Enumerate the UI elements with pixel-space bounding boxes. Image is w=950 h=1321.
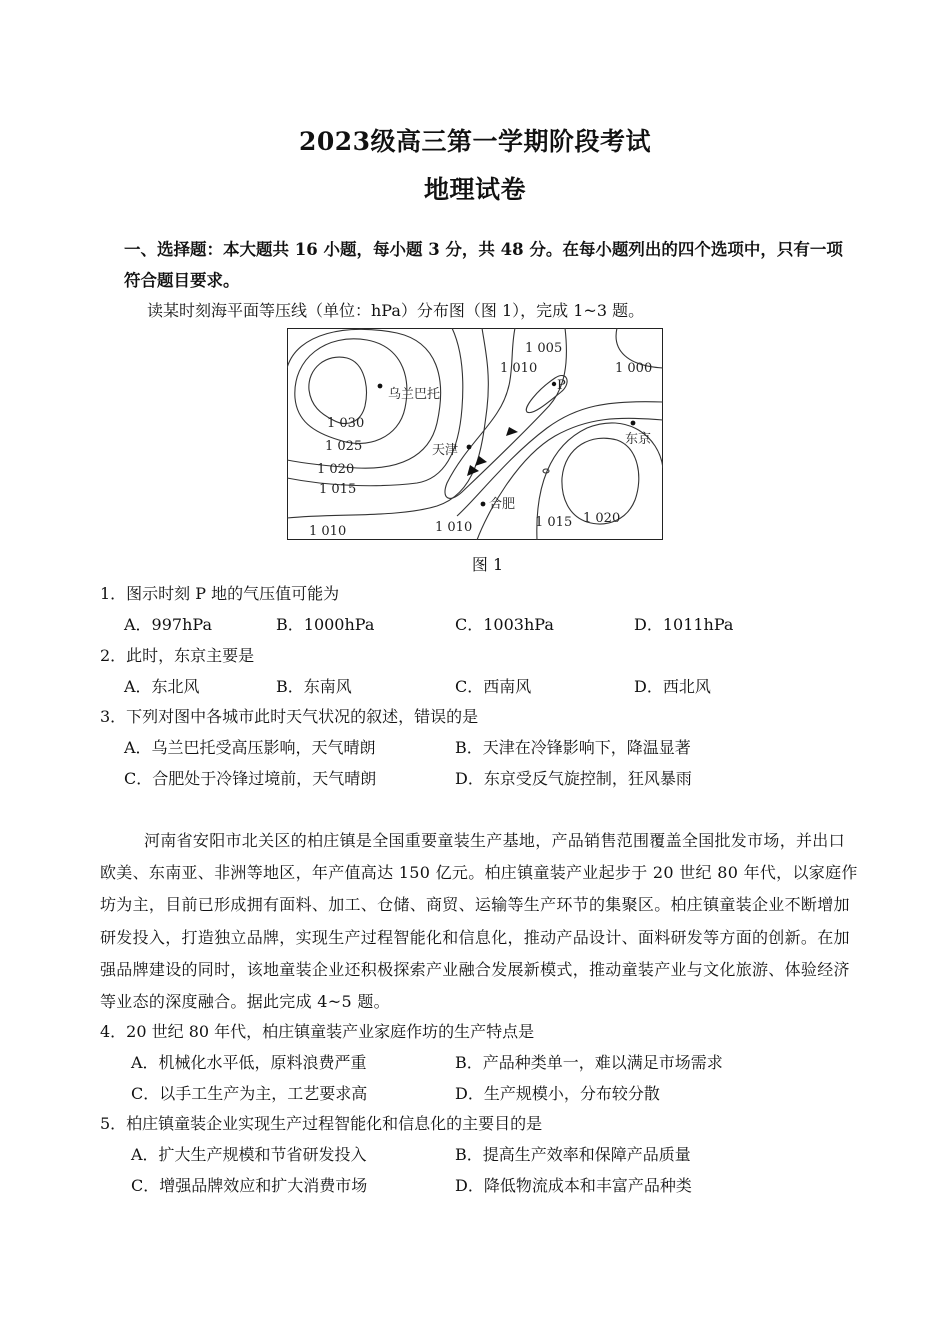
isobar-map	[287, 328, 663, 540]
label-tokyo: 东京	[625, 432, 652, 447]
label-hefei: 合肥	[489, 497, 516, 512]
question-2-option-b: B．东南风	[276, 677, 352, 696]
question-4-option-d: D．生产规模小，分布较分散	[455, 1084, 660, 1103]
question-3-option-a: A．乌兰巴托受高压影响，天气晴朗	[124, 738, 376, 757]
question-1-stem: 1．图示时刻 P 地的气压值可能为	[100, 584, 340, 603]
label-isobar: 1 020	[583, 511, 621, 526]
question-3-option-d: D．东京受反气旋控制，狂风暴雨	[455, 769, 692, 788]
question-1-option-b: B．1000hPa	[276, 615, 375, 634]
question-2-stem: 2．此时，东京主要是	[100, 646, 255, 665]
question-2-option-a: A．东北风	[124, 677, 200, 696]
question-5-option-c: C．增强品牌效应和扩大消费市场	[131, 1176, 368, 1195]
exam-title: 2023级高三第一学期阶段考试	[298, 127, 652, 156]
label-tianjin: 天津	[432, 443, 459, 458]
question-2-option-d: D．西北风	[634, 677, 711, 696]
label-isobar: 1 030	[327, 416, 365, 431]
city-dot-hefei	[481, 502, 486, 507]
passage-questions-4-5: 河南省安阳市北关区的柏庄镇是全国重要童装生产基地，产品销售范围覆盖全国批发市场，并出口欧美、东南亚、非洲等地区，年产值高达 150 亿元。柏庄镇童装产业起步于 20 世纪 80 年代，以家庭作坊为主，目前已形成拥有面料、加工、仓储、商贸、运输等生产环节的集聚区。柏庄镇童装企业不断增加研发投入，打造独立品牌，实现生产过程智能化和信息化，推动产品设计、面料研发等方面的创新。在加强品牌建设的同时，该地童装企业还积极探索产业融合发展新模式，推动童装产业与文化旅游、体验经济等业态的深度融合。据此完成 4~5 题。	[100, 831, 858, 1012]
question-4-option-b: B．产品种类单一，难以满足市场需求	[455, 1053, 723, 1072]
label-isobar: 1 010	[500, 361, 538, 376]
label-p: P	[557, 378, 566, 393]
exam-subtitle: 地理试卷	[423, 175, 526, 204]
label-isobar: 1 025	[325, 439, 363, 454]
question-4-stem: 4．20 世纪 80 年代，柏庄镇童装产业家庭作坊的生产特点是	[100, 1022, 535, 1041]
question-3-option-b: B．天津在冷锋影响下，降温显著	[455, 738, 691, 757]
label-isobar: 1 015	[319, 482, 357, 497]
map-caption: 图 1	[471, 555, 504, 574]
question-1-option-d: D．1011hPa	[634, 615, 734, 634]
section-heading: 一、选择题：本大题共 16 小题，每小题 3 分，共 48 分。在每小题列出的四个选项中，只有一项符合题目要求。	[124, 240, 843, 290]
point-p-dot	[552, 382, 556, 386]
question-1-option-a: A．997hPa	[124, 615, 212, 634]
question-2-option-c: C．西南风	[455, 677, 532, 696]
label-isobar: 1 005	[525, 341, 563, 356]
label-isobar: 1 000	[615, 361, 653, 376]
question-1-option-c: C．1003hPa	[455, 615, 554, 634]
city-dot-ulaanbaatar	[378, 384, 383, 389]
question-5-option-b: B．提高生产效率和保障产品质量	[455, 1145, 691, 1164]
question-5-option-a: A．扩大生产规模和节省研发投入	[131, 1145, 367, 1164]
question-5-stem: 5．柏庄镇童装企业实现生产过程智能化和信息化的主要目的是	[100, 1114, 543, 1133]
label-isobar: 1 015	[535, 515, 573, 530]
city-dot-tokyo	[631, 421, 636, 426]
question-3-option-c: C．合肥处于冷锋过境前，天气晴朗	[124, 769, 377, 788]
question-5-option-d: D．降低物流成本和丰富产品种类	[455, 1176, 692, 1195]
label-isobar: 1 010	[309, 524, 347, 539]
city-dot-tianjin	[467, 445, 472, 450]
question-4-option-a: A．机械化水平低，原料浪费严重	[131, 1053, 367, 1072]
label-ulaanbaatar: 乌兰巴托	[388, 387, 441, 402]
intro-question-1-3: 读某时刻海平面等压线（单位：hPa）分布图（图 1），完成 1~3 题。	[147, 301, 645, 320]
label-isobar: 1 020	[317, 462, 355, 477]
label-isobar: 1 010	[435, 520, 473, 535]
question-3-stem: 3．下列对图中各城市此时天气状况的叙述，错误的是	[100, 707, 479, 726]
question-4-option-c: C．以手工生产为主，工艺要求高	[131, 1084, 368, 1103]
